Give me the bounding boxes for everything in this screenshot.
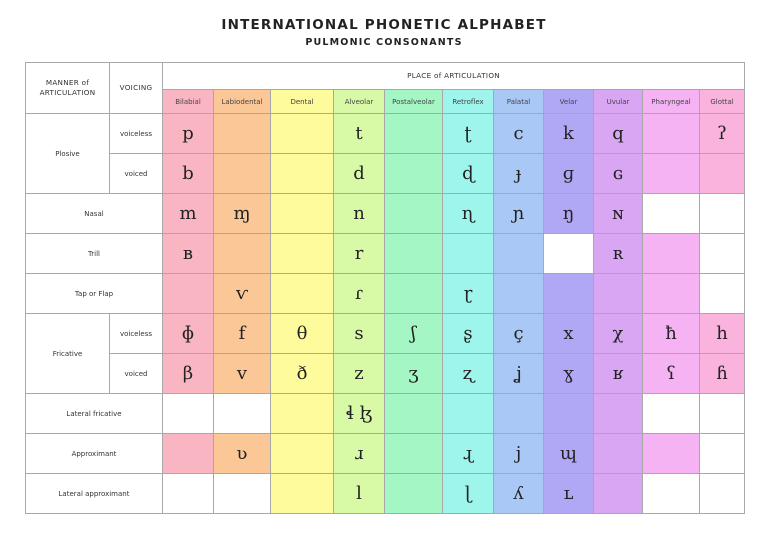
symbol-cell — [271, 234, 334, 274]
row-label-trill: Trill — [26, 234, 163, 274]
symbol-cell: ɡ — [544, 154, 594, 194]
symbol-cell: q — [594, 114, 643, 154]
place-header-palatal: Palatal — [494, 90, 544, 114]
symbol-cell: ç — [494, 314, 544, 354]
symbol-cell: ɦ — [700, 354, 745, 394]
symbol-cell — [385, 114, 443, 154]
symbol-cell — [214, 114, 271, 154]
symbol-cell — [700, 154, 745, 194]
symbol-cell: ʂ — [443, 314, 494, 354]
symbol-cell — [594, 274, 643, 314]
symbol-cell: ɟ — [494, 154, 544, 194]
symbol-cell — [163, 274, 214, 314]
symbol-cell: ʕ — [643, 354, 700, 394]
symbol-cell — [700, 194, 745, 234]
symbol-cell: p — [163, 114, 214, 154]
symbol-cell: l — [334, 474, 385, 514]
symbol-cell: ʈ — [443, 114, 494, 154]
symbol-cell — [214, 154, 271, 194]
symbol-cell — [643, 274, 700, 314]
voicing-label: voiced — [110, 154, 163, 194]
symbol-cell: ɸ — [163, 314, 214, 354]
symbol-cell: n — [334, 194, 385, 234]
symbol-cell — [643, 474, 700, 514]
symbol-cell: k — [544, 114, 594, 154]
voicing-label: voiceless — [110, 314, 163, 354]
symbol-cell: ɲ — [494, 194, 544, 234]
symbol-cell — [385, 234, 443, 274]
symbol-cell — [494, 394, 544, 434]
symbol-cell: ɭ — [443, 474, 494, 514]
symbol-cell: d — [334, 154, 385, 194]
symbol-cell — [643, 234, 700, 274]
symbol-cell — [163, 434, 214, 474]
place-header-retroflex: Retroflex — [443, 90, 494, 114]
voicing-header: VOICING — [110, 63, 163, 114]
place-header-labiodental: Labiodental — [214, 90, 271, 114]
row-label-lateral-approximant: Lateral approximant — [26, 474, 163, 514]
symbol-cell — [494, 274, 544, 314]
symbol-cell: ʔ — [700, 114, 745, 154]
voicing-label: voiceless — [110, 114, 163, 154]
page-subtitle: PULMONIC CONSONANTS — [305, 37, 463, 48]
manner-header: MANNER of ARTICULATION — [26, 63, 110, 114]
row-label-lateral-fricative: Lateral fricative — [26, 394, 163, 434]
symbol-cell: ʒ — [385, 354, 443, 394]
symbol-cell — [271, 114, 334, 154]
symbol-cell: x — [544, 314, 594, 354]
symbol-cell: c — [494, 114, 544, 154]
symbol-cell — [385, 154, 443, 194]
symbol-cell — [700, 234, 745, 274]
symbol-cell — [271, 194, 334, 234]
ipa-consonant-chart — [25, 62, 745, 514]
symbol-cell: v — [214, 354, 271, 394]
symbol-cell — [544, 234, 594, 274]
symbol-cell: ɬ ɮ — [334, 394, 385, 434]
symbol-cell: ⱱ — [214, 274, 271, 314]
symbol-cell — [163, 394, 214, 434]
symbol-cell — [271, 274, 334, 314]
symbol-cell — [643, 154, 700, 194]
symbol-cell: θ — [271, 314, 334, 354]
symbol-cell — [214, 234, 271, 274]
symbol-cell: b — [163, 154, 214, 194]
symbol-cell — [594, 474, 643, 514]
place-header-velar: Velar — [544, 90, 594, 114]
symbol-cell — [271, 434, 334, 474]
symbol-cell: ɻ — [443, 434, 494, 474]
symbol-cell — [544, 394, 594, 434]
voicing-label: voiced — [110, 354, 163, 394]
place-header: PLACE of ARTICULATION — [163, 63, 745, 90]
symbol-cell: ɱ — [214, 194, 271, 234]
symbol-cell — [443, 394, 494, 434]
symbol-cell: ħ — [643, 314, 700, 354]
symbol-cell — [385, 274, 443, 314]
symbol-cell: ʙ — [163, 234, 214, 274]
place-header-glottal: Glottal — [700, 90, 745, 114]
symbol-cell: ɽ — [443, 274, 494, 314]
symbol-cell — [700, 434, 745, 474]
symbol-cell: ɴ — [594, 194, 643, 234]
symbol-cell — [700, 274, 745, 314]
symbol-cell — [271, 154, 334, 194]
symbol-cell: ð — [271, 354, 334, 394]
symbol-cell — [271, 474, 334, 514]
symbol-cell: ɳ — [443, 194, 494, 234]
symbol-cell — [700, 474, 745, 514]
symbol-cell: r — [334, 234, 385, 274]
symbol-cell: β — [163, 354, 214, 394]
symbol-cell: z — [334, 354, 385, 394]
symbol-cell: ʐ — [443, 354, 494, 394]
symbol-cell: ʟ — [544, 474, 594, 514]
symbol-cell — [385, 194, 443, 234]
row-label-tap-or-flap: Tap or Flap — [26, 274, 163, 314]
symbol-cell — [385, 394, 443, 434]
symbol-cell — [643, 394, 700, 434]
symbol-cell — [643, 434, 700, 474]
symbol-cell: ɖ — [443, 154, 494, 194]
symbol-cell: ɾ — [334, 274, 385, 314]
symbol-cell: ɰ — [544, 434, 594, 474]
place-header-dental: Dental — [271, 90, 334, 114]
place-header-bilabial: Bilabial — [163, 90, 214, 114]
symbol-cell: j — [494, 434, 544, 474]
place-header-postalveolar: Postalveolar — [385, 90, 443, 114]
place-header-alveolar: Alveolar — [334, 90, 385, 114]
symbol-cell — [271, 394, 334, 434]
symbol-cell — [443, 234, 494, 274]
symbol-cell: ɢ — [594, 154, 643, 194]
symbol-cell: ɹ — [334, 434, 385, 474]
symbol-cell — [214, 474, 271, 514]
symbol-cell — [643, 114, 700, 154]
symbol-cell: ŋ — [544, 194, 594, 234]
symbol-cell: ʝ — [494, 354, 544, 394]
symbol-cell — [385, 474, 443, 514]
symbol-cell: ʁ — [594, 354, 643, 394]
symbol-cell — [594, 394, 643, 434]
symbol-cell — [494, 234, 544, 274]
symbol-cell — [594, 434, 643, 474]
symbol-cell — [214, 394, 271, 434]
symbol-cell: m — [163, 194, 214, 234]
symbol-cell: f — [214, 314, 271, 354]
symbol-cell: ʀ — [594, 234, 643, 274]
symbol-cell: h — [700, 314, 745, 354]
row-label-fricative: Fricative — [26, 314, 110, 394]
symbol-cell: χ — [594, 314, 643, 354]
symbol-cell — [163, 474, 214, 514]
row-label-plosive: Plosive — [26, 114, 110, 194]
symbol-cell — [385, 434, 443, 474]
place-header-pharyngeal: Pharyngeal — [643, 90, 700, 114]
place-header-uvular: Uvular — [594, 90, 643, 114]
page-title: INTERNATIONAL PHONETIC ALPHABET — [221, 17, 547, 33]
symbol-cell: ɣ — [544, 354, 594, 394]
row-label-nasal: Nasal — [26, 194, 163, 234]
symbol-cell — [544, 274, 594, 314]
symbol-cell: s — [334, 314, 385, 354]
symbol-cell: ʋ — [214, 434, 271, 474]
symbol-cell — [643, 194, 700, 234]
symbol-cell: ʎ — [494, 474, 544, 514]
symbol-cell — [700, 394, 745, 434]
symbol-cell: ʃ — [385, 314, 443, 354]
symbol-cell: t — [334, 114, 385, 154]
row-label-approximant: Approximant — [26, 434, 163, 474]
